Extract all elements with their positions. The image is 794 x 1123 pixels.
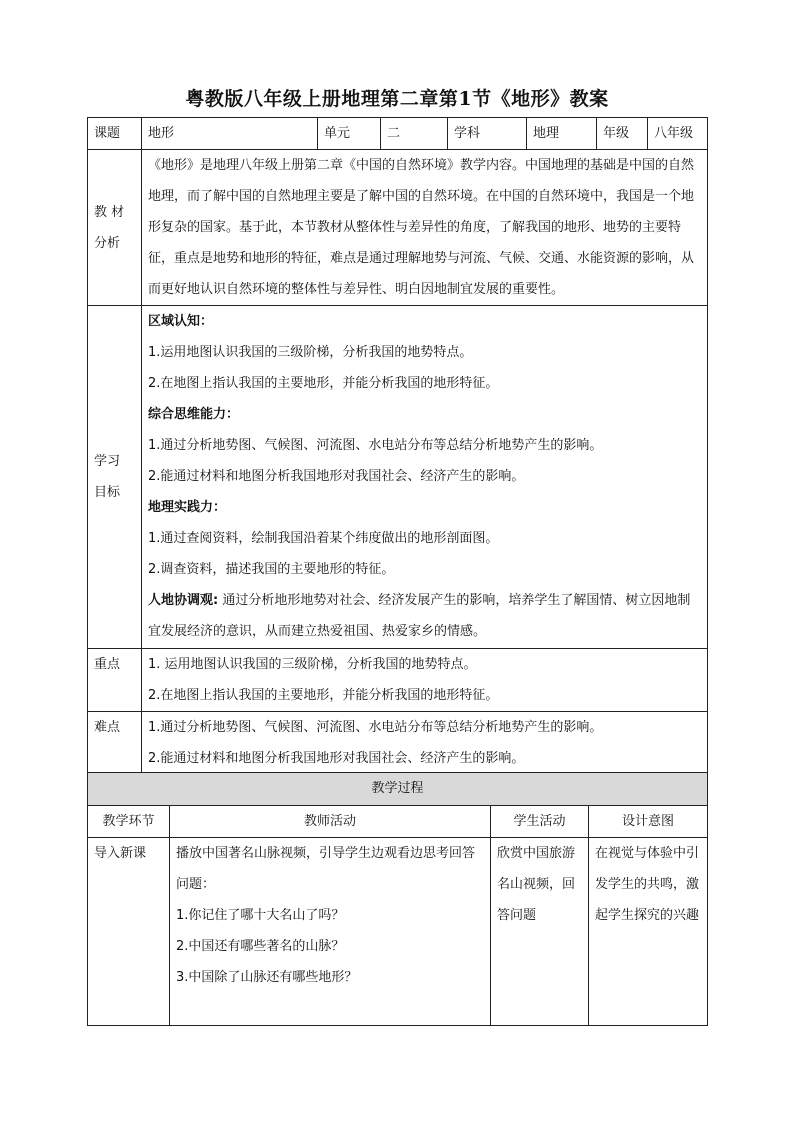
key-points-label: 重点 xyxy=(88,649,142,712)
material-label-line2: 分析 xyxy=(94,235,121,251)
col-teacher: 教师活动 xyxy=(170,806,491,838)
difficult-points-content xyxy=(142,712,708,776)
key-point-line: 2.在地图上指认我国的主要地形，并能分析我国的地形特征。 xyxy=(148,688,499,703)
key-points-content xyxy=(142,649,708,712)
material-label xyxy=(88,150,142,306)
difficult-point-line: 2.能通过材料和地图分析我国地形对我国社会、经济产生的影响。 xyxy=(148,751,525,766)
objective-line: 1.通过分析地势图、气候图、河流图、水电站分布等总结分析地势产生的影响。 xyxy=(148,438,603,453)
teacher-question: 1.你记住了哪十大名山了吗？ xyxy=(176,908,345,923)
lesson-info-table xyxy=(87,117,708,776)
objectives-label xyxy=(88,306,142,649)
material-label-line1: 教 材 xyxy=(94,204,125,220)
objective-line: 2.能通过材料和地图分析我国地形对我国社会、经济产生的影响。 xyxy=(148,469,525,484)
unit-value: 二 xyxy=(381,118,448,150)
grade-value: 八年级 xyxy=(648,118,708,150)
objective-line: 2.调查资料，描述我国的主要地形的特征。 xyxy=(148,562,395,577)
unit-label: 单元 xyxy=(318,118,381,150)
objective-heading-harmony: 人地协调观: xyxy=(148,593,219,608)
teacher-activity-cell xyxy=(170,838,491,1026)
objective-line: 2.在地图上指认我国的主要地形，并能分析我国的地形特征。 xyxy=(148,376,499,391)
objective-heading-thinking: 综合思维能力： xyxy=(148,407,240,422)
objectives-content xyxy=(142,306,708,649)
subject-label: 学科 xyxy=(448,118,527,150)
teacher-question: 3.中国除了山脉还有哪些地形？ xyxy=(176,970,358,985)
teacher-intro: 播放中国著名山脉视频，引导学生边观看边思考回答问题： xyxy=(176,846,476,892)
course-label: 课题 xyxy=(88,118,142,150)
objective-line: 1.通过查阅资料，绘制我国沿着某个纬度做出的地形剖面图。 xyxy=(148,531,499,546)
objective-line-harmony: 人地协调观: 通过分析地形地势对社会、经济发展产生的影响，培养学生了解国情、树立因地制宜发展经济的意识，从而建立热爱祖国、热爱家乡的情感。 xyxy=(148,593,691,639)
teacher-question: 2.中国还有哪些著名的山脉？ xyxy=(176,939,345,954)
stage-cell: 导入新课 xyxy=(88,838,170,1026)
objectives-label-line1: 学习 xyxy=(94,454,121,469)
material-text: 《地形》是地理八年级上册第二章《中国的自然环境》教学内容。中国地理的基础是中国的自然地理，而了解中国的自然地理主要是了解中国的自然环境。在中国的自然环境中，我国是一个地形复杂的国家。基于此，本节教材从整体性与差异性的角度，了解我国的地形、地势的主要特征，重点是地势和地形的特征，难点是通过理解地势与河流、气候、交通、水能资源的影响，从而更好地认识自然环境的整体性与差异性、明白因地制宜发展的重要性。 xyxy=(142,150,708,306)
key-point-line: 1. 运用地图认识我国的三级阶梯，分析我国的地势特点。 xyxy=(148,657,477,672)
objective-line: 1.运用地图认识我国的三级阶梯，分析我国的地势特点。 xyxy=(148,345,473,360)
col-student: 学生活动 xyxy=(491,806,589,838)
teaching-process-table xyxy=(87,772,708,1026)
objectives-label-line2: 目标 xyxy=(94,485,121,500)
difficult-points-label: 难点 xyxy=(88,712,142,776)
page-title: 粤教版八年级上册地理第二章第1节《地形》教案 xyxy=(185,88,609,110)
col-stage: 教学环节 xyxy=(88,806,170,838)
difficult-point-line: 1.通过分析地势图、气候图、河流图、水电站分布等总结分析地势产生的影响。 xyxy=(148,720,603,735)
grade-label: 年级 xyxy=(597,118,648,150)
subject-value: 地理 xyxy=(527,118,597,150)
student-activity-cell: 欣赏中国旅游名山视频，回答问题 xyxy=(491,838,589,1026)
objective-heading-region: 区域认知： xyxy=(148,314,214,329)
objective-heading-practice: 地理实践力： xyxy=(148,500,227,515)
design-intent-cell: 在视觉与体验中引发学生的共鸣，激起学生探究的兴趣 xyxy=(589,838,708,1026)
process-header: 教学过程 xyxy=(88,773,708,806)
col-intent: 设计意图 xyxy=(589,806,708,838)
course-value: 地形 xyxy=(142,118,318,150)
